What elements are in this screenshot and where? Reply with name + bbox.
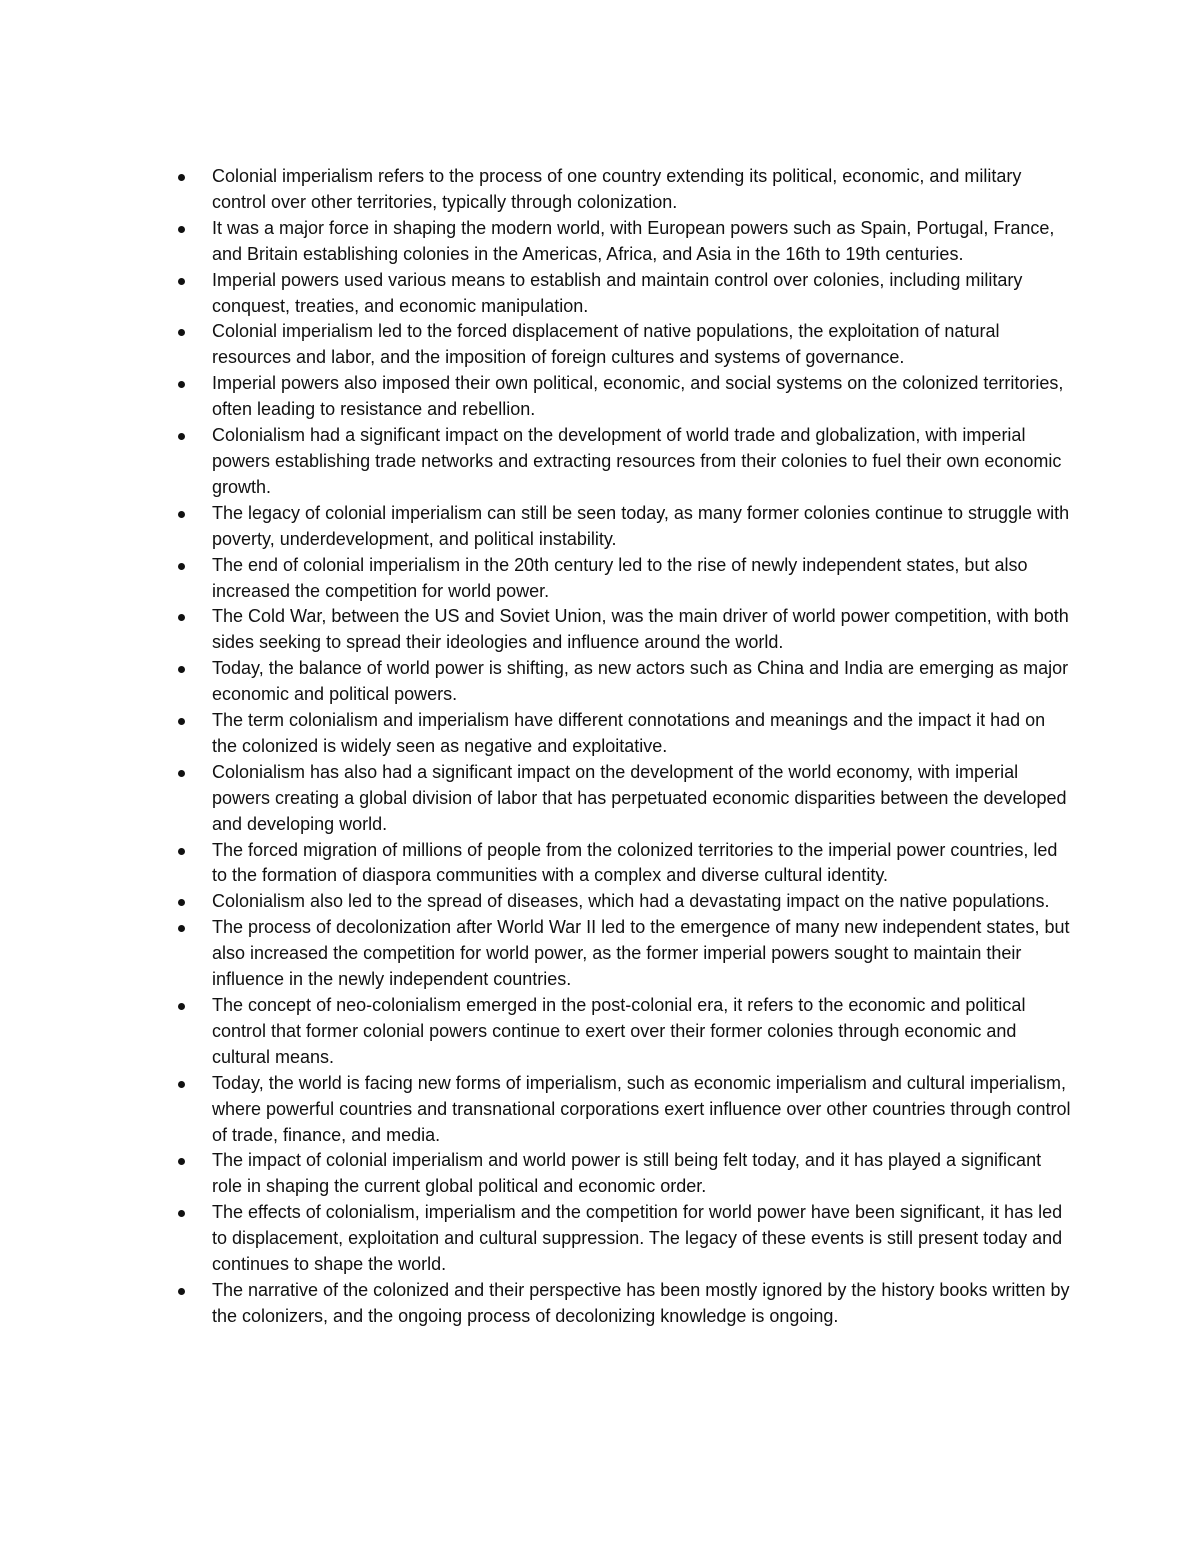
list-item-text: The term colonialism and imperialism have different connotations and meanings and the impact it had on the colonized is widely seen as negative and exploitative. xyxy=(212,710,1046,756)
list-item xyxy=(212,889,1072,915)
list-item-text: The forced migration of millions of people from the colonized territories to the imperial power countries, led to the formation of diaspora communities with a complex and diverse cultural identity. xyxy=(212,839,1058,886)
list-item-text: The impact of colonial imperialism and world power is still being felt today, and it has played a significant role in shaping the current global political and economic order. xyxy=(212,1150,1042,1197)
bullet-dot xyxy=(178,1158,185,1165)
bullet-list xyxy=(212,164,1072,1330)
list-item-text: Colonial imperialism led to the forced displacement of native populations, the exploitation of natural resources and labor, and the imposition of foreign cultures and systems of governance. xyxy=(212,321,1000,368)
list-item xyxy=(212,1148,1072,1200)
bullet-dot xyxy=(178,563,185,570)
bullet-dot xyxy=(178,226,185,233)
list-item xyxy=(212,760,1072,838)
bullet-dot xyxy=(178,1288,185,1295)
bullet-dot xyxy=(178,614,185,621)
list-item xyxy=(212,501,1072,553)
list-item-text: Colonialism had a significant impact on the development of world trade and globalization, with imperial powers establishing trade networks and extracting resources from their colonies to fuel their own economic growth. xyxy=(212,425,1062,497)
bullet-dot xyxy=(178,718,185,725)
list-item-text: It was a major force in shaping the modern world, with European powers such as Spain, Portugal, France, and Britain establishing colonies in the Americas, Africa, and Asia in the 16th to 19th centuries. xyxy=(212,217,1055,264)
list-item xyxy=(212,268,1072,320)
list-item-text: The concept of neo-colonialism emerged in the post-colonial era, it refers to the economic and political control that former colonial powers continue to exert over their former colonies through economic and cultural means. xyxy=(212,995,1026,1067)
list-item-text: Colonialism also led to the spread of diseases, which had a devastating impact on the native populations. xyxy=(212,891,1050,912)
list-item-text: Colonial imperialism refers to the process of one country extending its political, economic, and military control over other territories, typically through colonization. xyxy=(212,166,1022,212)
list-item-text: Today, the balance of world power is shifting, as new actors such as China and India are emerging as major economic and political powers. xyxy=(212,658,1069,705)
list-item xyxy=(212,656,1072,708)
bullet-dot xyxy=(178,278,185,285)
list-item xyxy=(212,708,1072,760)
list-item-text: The end of colonial imperialism in the 20th century led to the rise of newly independent states, but also increased the competition for world power. xyxy=(212,554,1028,601)
bullet-dot xyxy=(178,433,185,440)
list-item xyxy=(212,1071,1072,1149)
list-item-text: Imperial powers also imposed their own political, economic, and social systems on the colonized territories, often leading to resistance and rebellion. xyxy=(212,373,1064,420)
list-item xyxy=(212,319,1072,371)
list-item xyxy=(212,1278,1072,1330)
list-item-text: The narrative of the colonized and their perspective has been mostly ignored by the history books written by the colonizers, and the ongoing process of decolonizing knowledge is ongoing. xyxy=(212,1279,1070,1326)
bullet-dot xyxy=(178,1210,185,1217)
list-item xyxy=(212,838,1072,890)
list-item-text: The process of decolonization after World War II led to the emergence of many new independent states, but also increased the competition for world power, as the former imperial powers sought to maintain their influence in the newly independent countries. xyxy=(212,917,1070,990)
list-item xyxy=(212,553,1072,605)
bullet-dot xyxy=(178,1081,185,1088)
list-item xyxy=(212,216,1072,268)
list-item xyxy=(212,1200,1072,1278)
list-item xyxy=(212,604,1072,656)
bullet-dot xyxy=(178,329,185,336)
bullet-dot xyxy=(178,174,185,181)
bullet-dot xyxy=(178,925,185,932)
list-item-text: The legacy of colonial imperialism can still be seen today, as many former colonies continue to struggle with poverty, underdevelopment, and political instability. xyxy=(212,502,1070,549)
list-item xyxy=(212,915,1072,993)
list-item xyxy=(212,993,1072,1071)
bullet-dot xyxy=(178,381,185,388)
bullet-dot xyxy=(178,666,185,673)
list-item-text: The effects of colonialism, imperialism and the competition for world power have been significant, it has led to displacement, exploitation and cultural suppression. The legacy of these events is still present today and continues to shape the world. xyxy=(212,1202,1063,1275)
list-item xyxy=(212,164,1072,216)
list-item-text: Colonialism has also had a significant impact on the development of the world economy, with imperial powers creating a global division of labor that has perpetuated economic disparities between the developed and developing world. xyxy=(212,761,1067,834)
bullet-dot xyxy=(178,848,185,855)
bullet-dot xyxy=(178,1003,185,1010)
bullet-dot xyxy=(178,770,185,777)
bullet-dot xyxy=(178,899,185,906)
list-item xyxy=(212,371,1072,423)
list-item-text: The Cold War, between the US and Soviet Union, was the main driver of world power competition, with both sides seeking to spread their ideologies and influence around the world. xyxy=(212,606,1069,653)
list-item-text: Imperial powers used various means to establish and maintain control over colonies, including military conquest, treaties, and economic manipulation. xyxy=(212,269,1023,316)
list-item xyxy=(212,423,1072,501)
bullet-dot xyxy=(178,511,185,518)
list-item-text: Today, the world is facing new forms of imperialism, such as economic imperialism and cultural imperialism, where powerful countries and transnational corporations exert influence over other countries through control of trade, finance, and media. xyxy=(212,1072,1071,1145)
